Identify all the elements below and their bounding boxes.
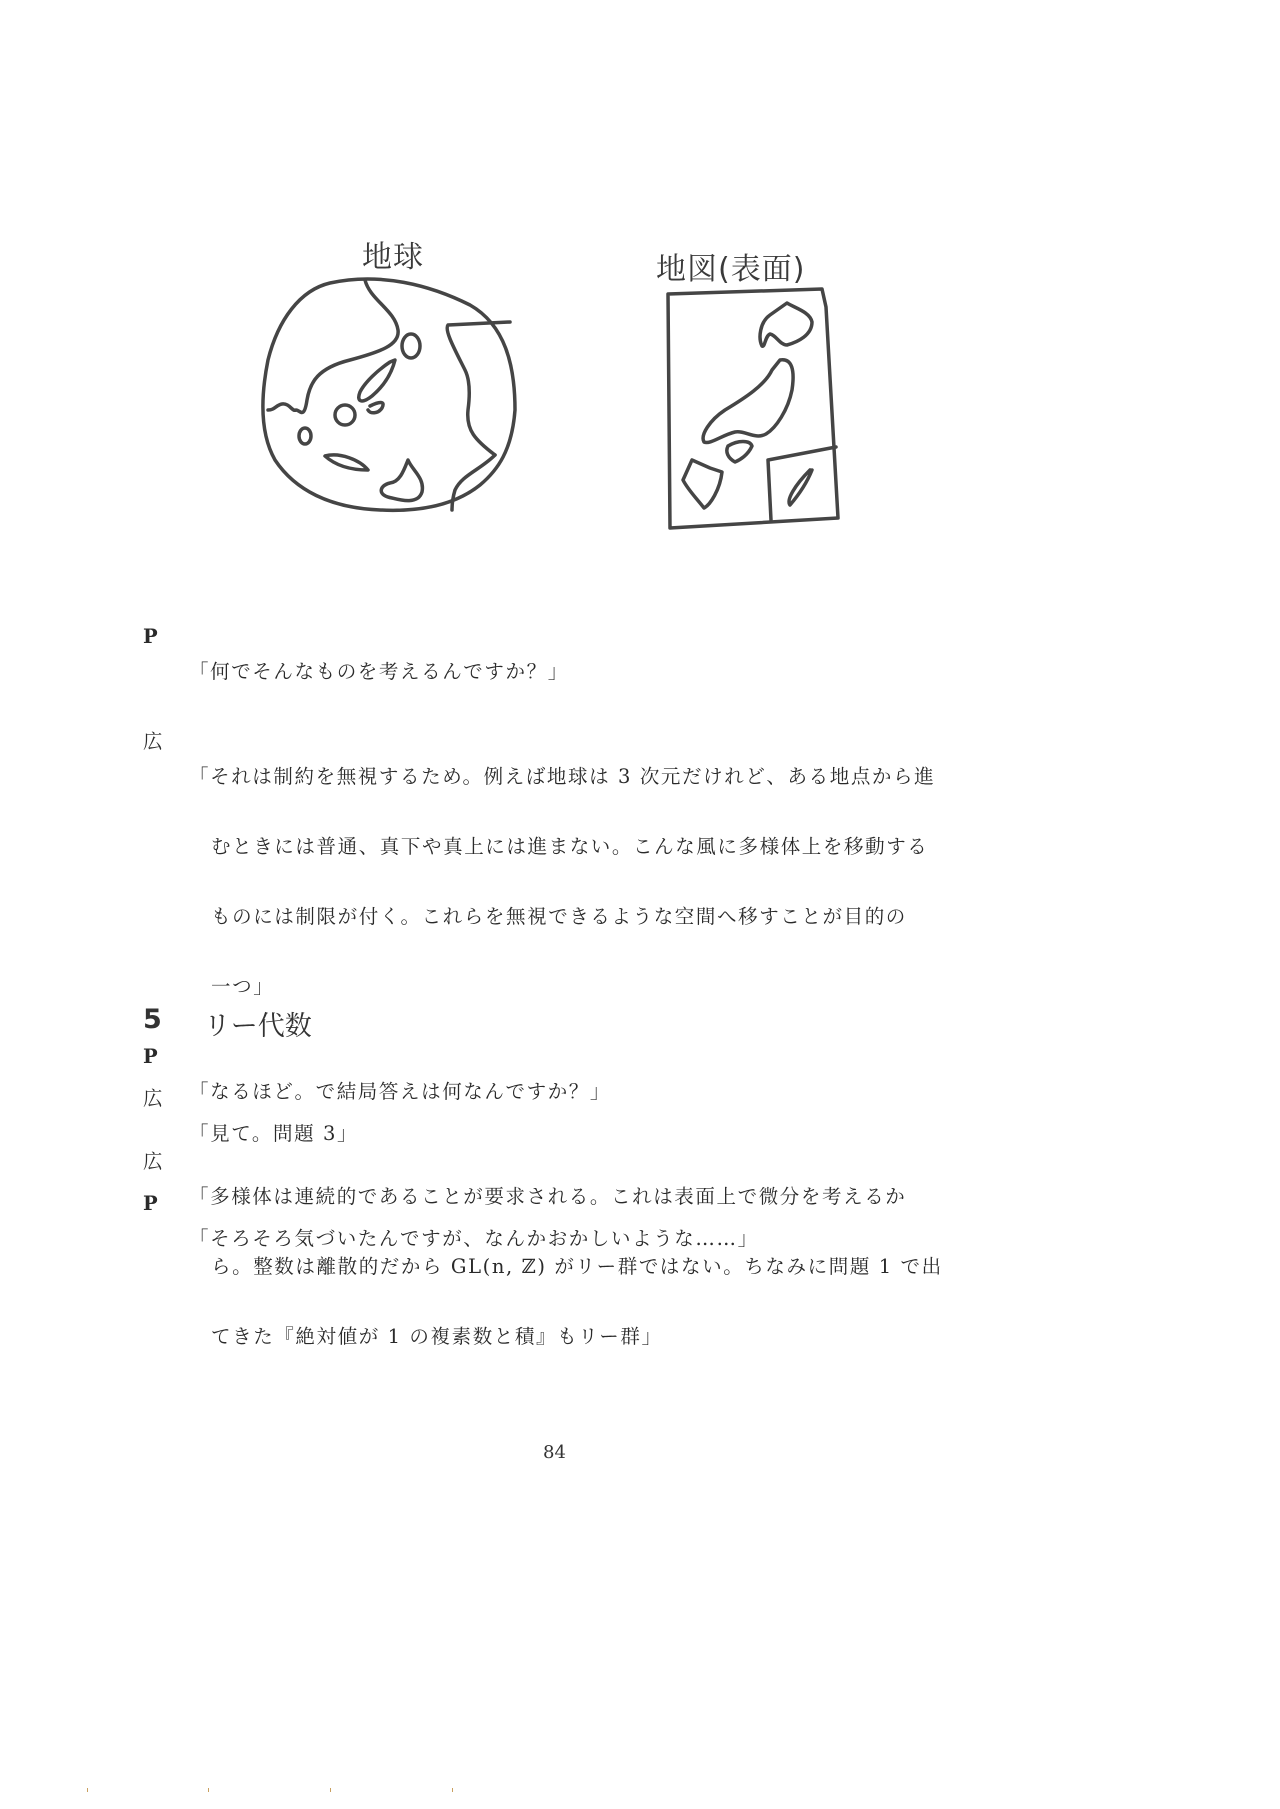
utterance-line: 「なるほど。で結局答えは何なんですか？」 (189, 1080, 612, 1103)
speaker-label: P (143, 1045, 160, 1068)
utterance-line: ものには制限が付く。これらを無視できるような空間へ移すことが目的の (211, 905, 907, 928)
speaker-label: 広 (143, 730, 165, 753)
speaker-label: 広 (143, 1150, 165, 1173)
section-number: 5 (143, 1004, 162, 1035)
section-title: リー代数 (203, 1011, 312, 1042)
utterance-line: 「多様体は連続的であることが要求される。これは表面上で微分を考えるか (189, 1185, 907, 1208)
utterance-line: 「何でそんなものを考えるんですか？」 (189, 660, 569, 683)
scan-mark (87, 1788, 88, 1792)
dialogue-line (143, 619, 973, 724)
utterance-line: ら。整数は離散的だから GL(n, ℤ) がリー群ではない。ちなみに問題 1 で出 (211, 1255, 943, 1278)
dialogue-line (143, 724, 973, 1039)
utterance (189, 1081, 973, 1186)
dialogue-block-2 (143, 1081, 973, 1291)
utterance-line: てきた『絶対値が 1 の複素数と積』もリー群」 (211, 1325, 663, 1348)
utterance-line: 「それは制約を無視するため。例えば地球は 3 次元だけれど、ある地点から進 (189, 765, 936, 788)
utterance (189, 724, 973, 1039)
utterance-line: 「見て。問題 3」 (189, 1122, 359, 1145)
globe-label: 地球 (362, 240, 424, 275)
scan-mark (452, 1788, 453, 1792)
speaker-label: 広 (143, 1087, 165, 1110)
speaker-label: P (143, 1192, 160, 1215)
speaker-label: P (143, 625, 160, 648)
scan-mark (208, 1788, 209, 1792)
map-label: 地図(表面) (656, 252, 806, 287)
utterance-line: むときには普通、真下や真上には進まない。こんな風に多様体上を移動する (211, 835, 929, 858)
utterance (189, 1186, 973, 1291)
utterance (189, 619, 973, 724)
figure-drawing (0, 0, 1280, 560)
dialogue-line (143, 1081, 973, 1186)
scan-mark (330, 1788, 331, 1792)
section-heading (143, 1004, 312, 1043)
utterance-line: 一つ」 (211, 975, 275, 998)
hand-drawn-figure (0, 0, 1280, 560)
page-number: 84 (543, 1442, 566, 1463)
utterance-line: 「そろそろ気づいたんですが、なんかおかしいような……」 (189, 1227, 759, 1250)
dialogue-line (143, 1186, 973, 1291)
